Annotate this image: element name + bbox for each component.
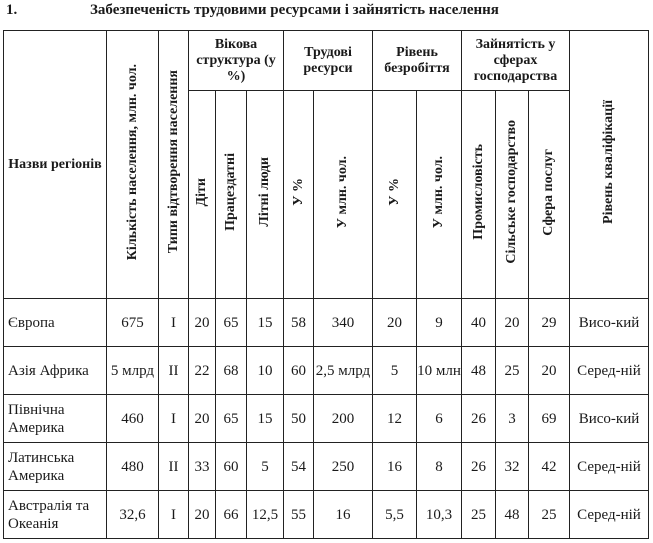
cell-unemp-mln: 6	[417, 395, 462, 443]
table-row	[4, 395, 649, 443]
cell-children: 20	[189, 491, 216, 539]
cell-region: Північна Америка	[4, 395, 107, 443]
header-elderly: Літні люди	[247, 91, 284, 299]
header-employment: Зайнятість у сферах господарства	[462, 31, 570, 91]
cell-labor-pct: 50	[284, 395, 314, 443]
cell-population: 480	[107, 443, 159, 491]
cell-agriculture: 25	[496, 347, 529, 395]
header-industry: Промисловість	[462, 91, 496, 299]
cell-region: Азія Африка	[4, 347, 107, 395]
cell-region: Латинська Америка	[4, 443, 107, 491]
cell-unemp-pct: 12	[373, 395, 417, 443]
cell-agriculture: 20	[496, 299, 529, 347]
cell-elderly: 5	[247, 443, 284, 491]
header-qualification: Рівень кваліфікації	[570, 31, 649, 299]
cell-agriculture: 3	[496, 395, 529, 443]
cell-unemp-mln: 8	[417, 443, 462, 491]
cell-population: 5 млрд	[107, 347, 159, 395]
cell-population: 460	[107, 395, 159, 443]
cell-unemp-mln: 9	[417, 299, 462, 347]
cell-industry: 26	[462, 395, 496, 443]
cell-elderly: 15	[247, 299, 284, 347]
header-agriculture: Сільське господарство	[496, 91, 529, 299]
header-age-structure: Вікова структура (у %)	[189, 31, 284, 91]
cell-working: 65	[216, 299, 247, 347]
header-unemployment: Рівень безробіття	[373, 31, 462, 91]
header-labor-resources: Трудові ресурси	[284, 31, 373, 91]
cell-working: 66	[216, 491, 247, 539]
cell-unemp-pct: 5,5	[373, 491, 417, 539]
cell-agriculture: 32	[496, 443, 529, 491]
header-region: Назви регіонів	[4, 31, 107, 299]
cell-working: 65	[216, 395, 247, 443]
table-row	[4, 347, 649, 395]
cell-qualification: Серед-ній	[570, 443, 649, 491]
header-children: Діти	[189, 91, 216, 299]
cell-elderly: 10	[247, 347, 284, 395]
cell-unemp-pct: 20	[373, 299, 417, 347]
cell-unemp-mln: 10,3	[417, 491, 462, 539]
cell-reproduction: I	[159, 299, 189, 347]
cell-children: 20	[189, 299, 216, 347]
cell-services: 25	[529, 491, 570, 539]
data-table	[3, 30, 649, 539]
table-row	[4, 299, 649, 347]
cell-labor-mln: 2,5 млрд	[314, 347, 373, 395]
cell-qualification: Серед-ній	[570, 347, 649, 395]
cell-population: 675	[107, 299, 159, 347]
cell-working: 68	[216, 347, 247, 395]
cell-reproduction: II	[159, 443, 189, 491]
cell-region: Європа	[4, 299, 107, 347]
cell-children: 33	[189, 443, 216, 491]
cell-industry: 26	[462, 443, 496, 491]
cell-agriculture: 48	[496, 491, 529, 539]
cell-services: 20	[529, 347, 570, 395]
cell-elderly: 15	[247, 395, 284, 443]
table-row	[4, 491, 649, 539]
table-row	[4, 443, 649, 491]
cell-reproduction: II	[159, 347, 189, 395]
cell-labor-mln: 250	[314, 443, 373, 491]
item-number: 1.	[6, 2, 18, 18]
cell-industry: 40	[462, 299, 496, 347]
header-reproduction: Типи відтворення населення	[159, 31, 189, 299]
cell-qualification: Висо-кий	[570, 395, 649, 443]
cell-unemp-pct: 16	[373, 443, 417, 491]
cell-unemp-mln: 10 млн	[417, 347, 462, 395]
header-population: Кількість населення, млн. чол.	[107, 31, 159, 299]
cell-reproduction: I	[159, 395, 189, 443]
cell-labor-pct: 58	[284, 299, 314, 347]
table-title: Забезпеченість трудовими ресурсами і зайнятість населення	[90, 2, 499, 18]
header-unemp-pct: У %	[373, 91, 417, 299]
cell-labor-mln: 340	[314, 299, 373, 347]
cell-children: 22	[189, 347, 216, 395]
cell-industry: 25	[462, 491, 496, 539]
header-labor-mln: У млн. чол.	[314, 91, 373, 299]
header-labor-pct: У %	[284, 91, 314, 299]
cell-population: 32,6	[107, 491, 159, 539]
cell-labor-mln: 16	[314, 491, 373, 539]
cell-services: 29	[529, 299, 570, 347]
header-services: Сфера послуг	[529, 91, 570, 299]
cell-reproduction: I	[159, 491, 189, 539]
cell-working: 60	[216, 443, 247, 491]
cell-labor-pct: 55	[284, 491, 314, 539]
cell-labor-pct: 54	[284, 443, 314, 491]
cell-unemp-pct: 5	[373, 347, 417, 395]
cell-labor-pct: 60	[284, 347, 314, 395]
cell-qualification: Серед-ній	[570, 491, 649, 539]
cell-qualification: Висо-кий	[570, 299, 649, 347]
cell-region: Австралія та Океанія	[4, 491, 107, 539]
header-unemp-mln: У млн. чол.	[417, 91, 462, 299]
cell-services: 42	[529, 443, 570, 491]
header-working-age: Працездатні	[216, 91, 247, 299]
cell-industry: 48	[462, 347, 496, 395]
cell-labor-mln: 200	[314, 395, 373, 443]
cell-services: 69	[529, 395, 570, 443]
cell-elderly: 12,5	[247, 491, 284, 539]
cell-children: 20	[189, 395, 216, 443]
